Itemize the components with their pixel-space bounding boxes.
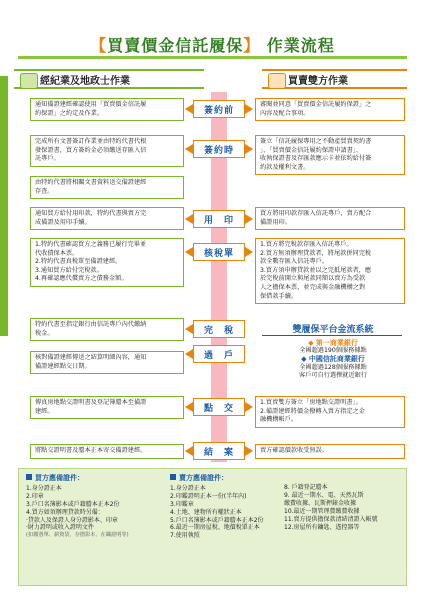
agent-box-transfer: 核對備證建經傳送之結算明細內容，通知 備證建經點交日期。 [30, 351, 184, 374]
seller-documents: 賣方應備證件： 1.身分證正本 2.印鑑證明正本一份(半年內) 3.印鑑章 4.土地、建物所有權狀正本 5.戶口名簿影本或戶籍謄本正本2份 6.最近一期房屋稅、地價稅單正本 7.使用執照 [170, 474, 264, 540]
step-closing: 結 案 [193, 442, 245, 460]
arrow-right-icon [245, 214, 253, 224]
arrow-left-icon [185, 446, 193, 456]
agent-box-file: 由特約代書將相關文書資料送交備證建經 存查。 [30, 176, 184, 199]
header-agent: 經紀業及地政士作業 [14, 69, 204, 89]
arrow-right-icon [245, 144, 253, 154]
step-transfer: 過 戶 [193, 345, 245, 363]
arrow-right-icon [245, 104, 253, 114]
promo-divider [262, 335, 402, 336]
arrow-right-icon [245, 402, 253, 412]
arrow-left-icon [185, 349, 193, 359]
step-tax-paid: 完 稅 [193, 320, 245, 338]
party-box-signing: 簽立「信託履保專用之不動產買賣契約書 」、「買賣價金信託履約保證申請書」、 收執保證書及存匯款應示卡並依約給付簽 約款及權利文書。 [255, 135, 405, 175]
step-seal: 用 印 [193, 210, 245, 228]
party-box-tax-bill: 1.買方將完稅款存匯入信託專戶。 2.買方無須辦理貸款者，將尾款併同完稅 款全數存匯入信託專戶。 3.買方須申辦貸款並以之完抵尾款者，應 於完稅前開立與尾款同額以賣方為受款 人之擔保本票，並完成與金融機構之對 保借款手續。 [255, 238, 405, 304]
promo-banks: ◆ 第一商業銀行 全國超過190個服務據點 ◆ 中國信託商業銀行 全國超過128個服務據點 客戶可自行選擇就近銀行 [298, 339, 368, 379]
arrow-right-icon [245, 446, 253, 456]
arrow-left-icon [185, 402, 193, 412]
arrow-left-icon [185, 144, 193, 154]
agent-icon [20, 73, 38, 89]
buyer-documents: 買方應備證件： 1.身分證正本 2.印章 3.戶口名簿影本或戶籍謄本正本2份 4.買方如須辦理貸款時另備： ‧貸款人及保證人身分證影本、印章 ‧財力證明或收入證明文件 (扣繳憑單、薪資袋、存摺影本、在職證明等) [26, 474, 129, 539]
page-title: 【買賣價金信託履保】 作業流程 [90, 36, 335, 55]
arrow-right-icon [245, 247, 253, 257]
arrow-left-icon [185, 214, 193, 224]
party-box-closing: 賣方確認價款收受無誤。 [255, 444, 405, 459]
party-box-seal: 買方將用印款存匯入信託專戶，賣方配合 備證用印。 [255, 207, 405, 230]
agent-box-handover: 傳真房地點交證明書及登記簿謄本至備證 建經。 [30, 396, 184, 419]
agent-box-tax-paid: 特約代書至指定銀行由信託專戶內代繳納 稅金。 [30, 318, 184, 341]
party-box-before: 審閱並同意「買賣價金信託履約保證」之 內容及配合事項。 [255, 98, 405, 121]
step-signing: 簽約時 [193, 140, 245, 158]
arrow-left-icon [185, 247, 193, 257]
header-parties: 買賣雙方作業 [262, 69, 407, 89]
parties-icon [268, 73, 286, 89]
agent-box-signing: 完成所有文書簽訂作業並由特約代書代根 發保證書，買方簽約金必須繳送存匯入信 託專戶。 [30, 135, 184, 167]
agent-box-closing: 將點交證明書及謄本正本寄交備證建經。 [30, 444, 184, 459]
step-tax-bill: 核稅單 [193, 243, 245, 261]
arrow-left-icon [185, 104, 193, 114]
arrow-left-icon [185, 324, 193, 334]
agent-box-seal: 通知買方給付用印款，特約代書與賣方完 成備證及用印手續。 [30, 207, 184, 230]
promo-title: 雙履保平台金流系統 [292, 325, 374, 335]
agent-box-tax-bill: 1.特約代書確認買方之義務已履行完畢並 代收債保本票。 2.特約代書真稅單至備證建經。 3.通知買方給付完稅款。 4.再確認應代償賣方之債務金額。 [30, 238, 184, 287]
side-tab [0, 76, 8, 336]
step-before-signing: 簽約前 [193, 100, 245, 118]
agent-box-before: 通知備證建經確認使用「買賣價金信託履 約保證」之約定及作業。 [30, 98, 184, 121]
step-handover: 點 交 [193, 398, 245, 416]
bullet-icon [170, 474, 176, 480]
party-box-handover: 1.買賣雙方簽立「房地點交證明書」。 2.備證建經將價金撥轉入賣方指定之金 融機構帳戶。 [255, 396, 405, 428]
title-divider [18, 56, 407, 59]
seller-documents-cont: 8. 戶籍登記謄本 9. 最近一期水、電、天然瓦斯 繳費收據、瓦斯押錶金收據 10.最近一期管理費繳費收據 11.賣方提供擔保款清結清證入帳號 12.房屋所有鑰匙、遙控器等 [284, 484, 378, 531]
bullet-icon [26, 474, 32, 480]
